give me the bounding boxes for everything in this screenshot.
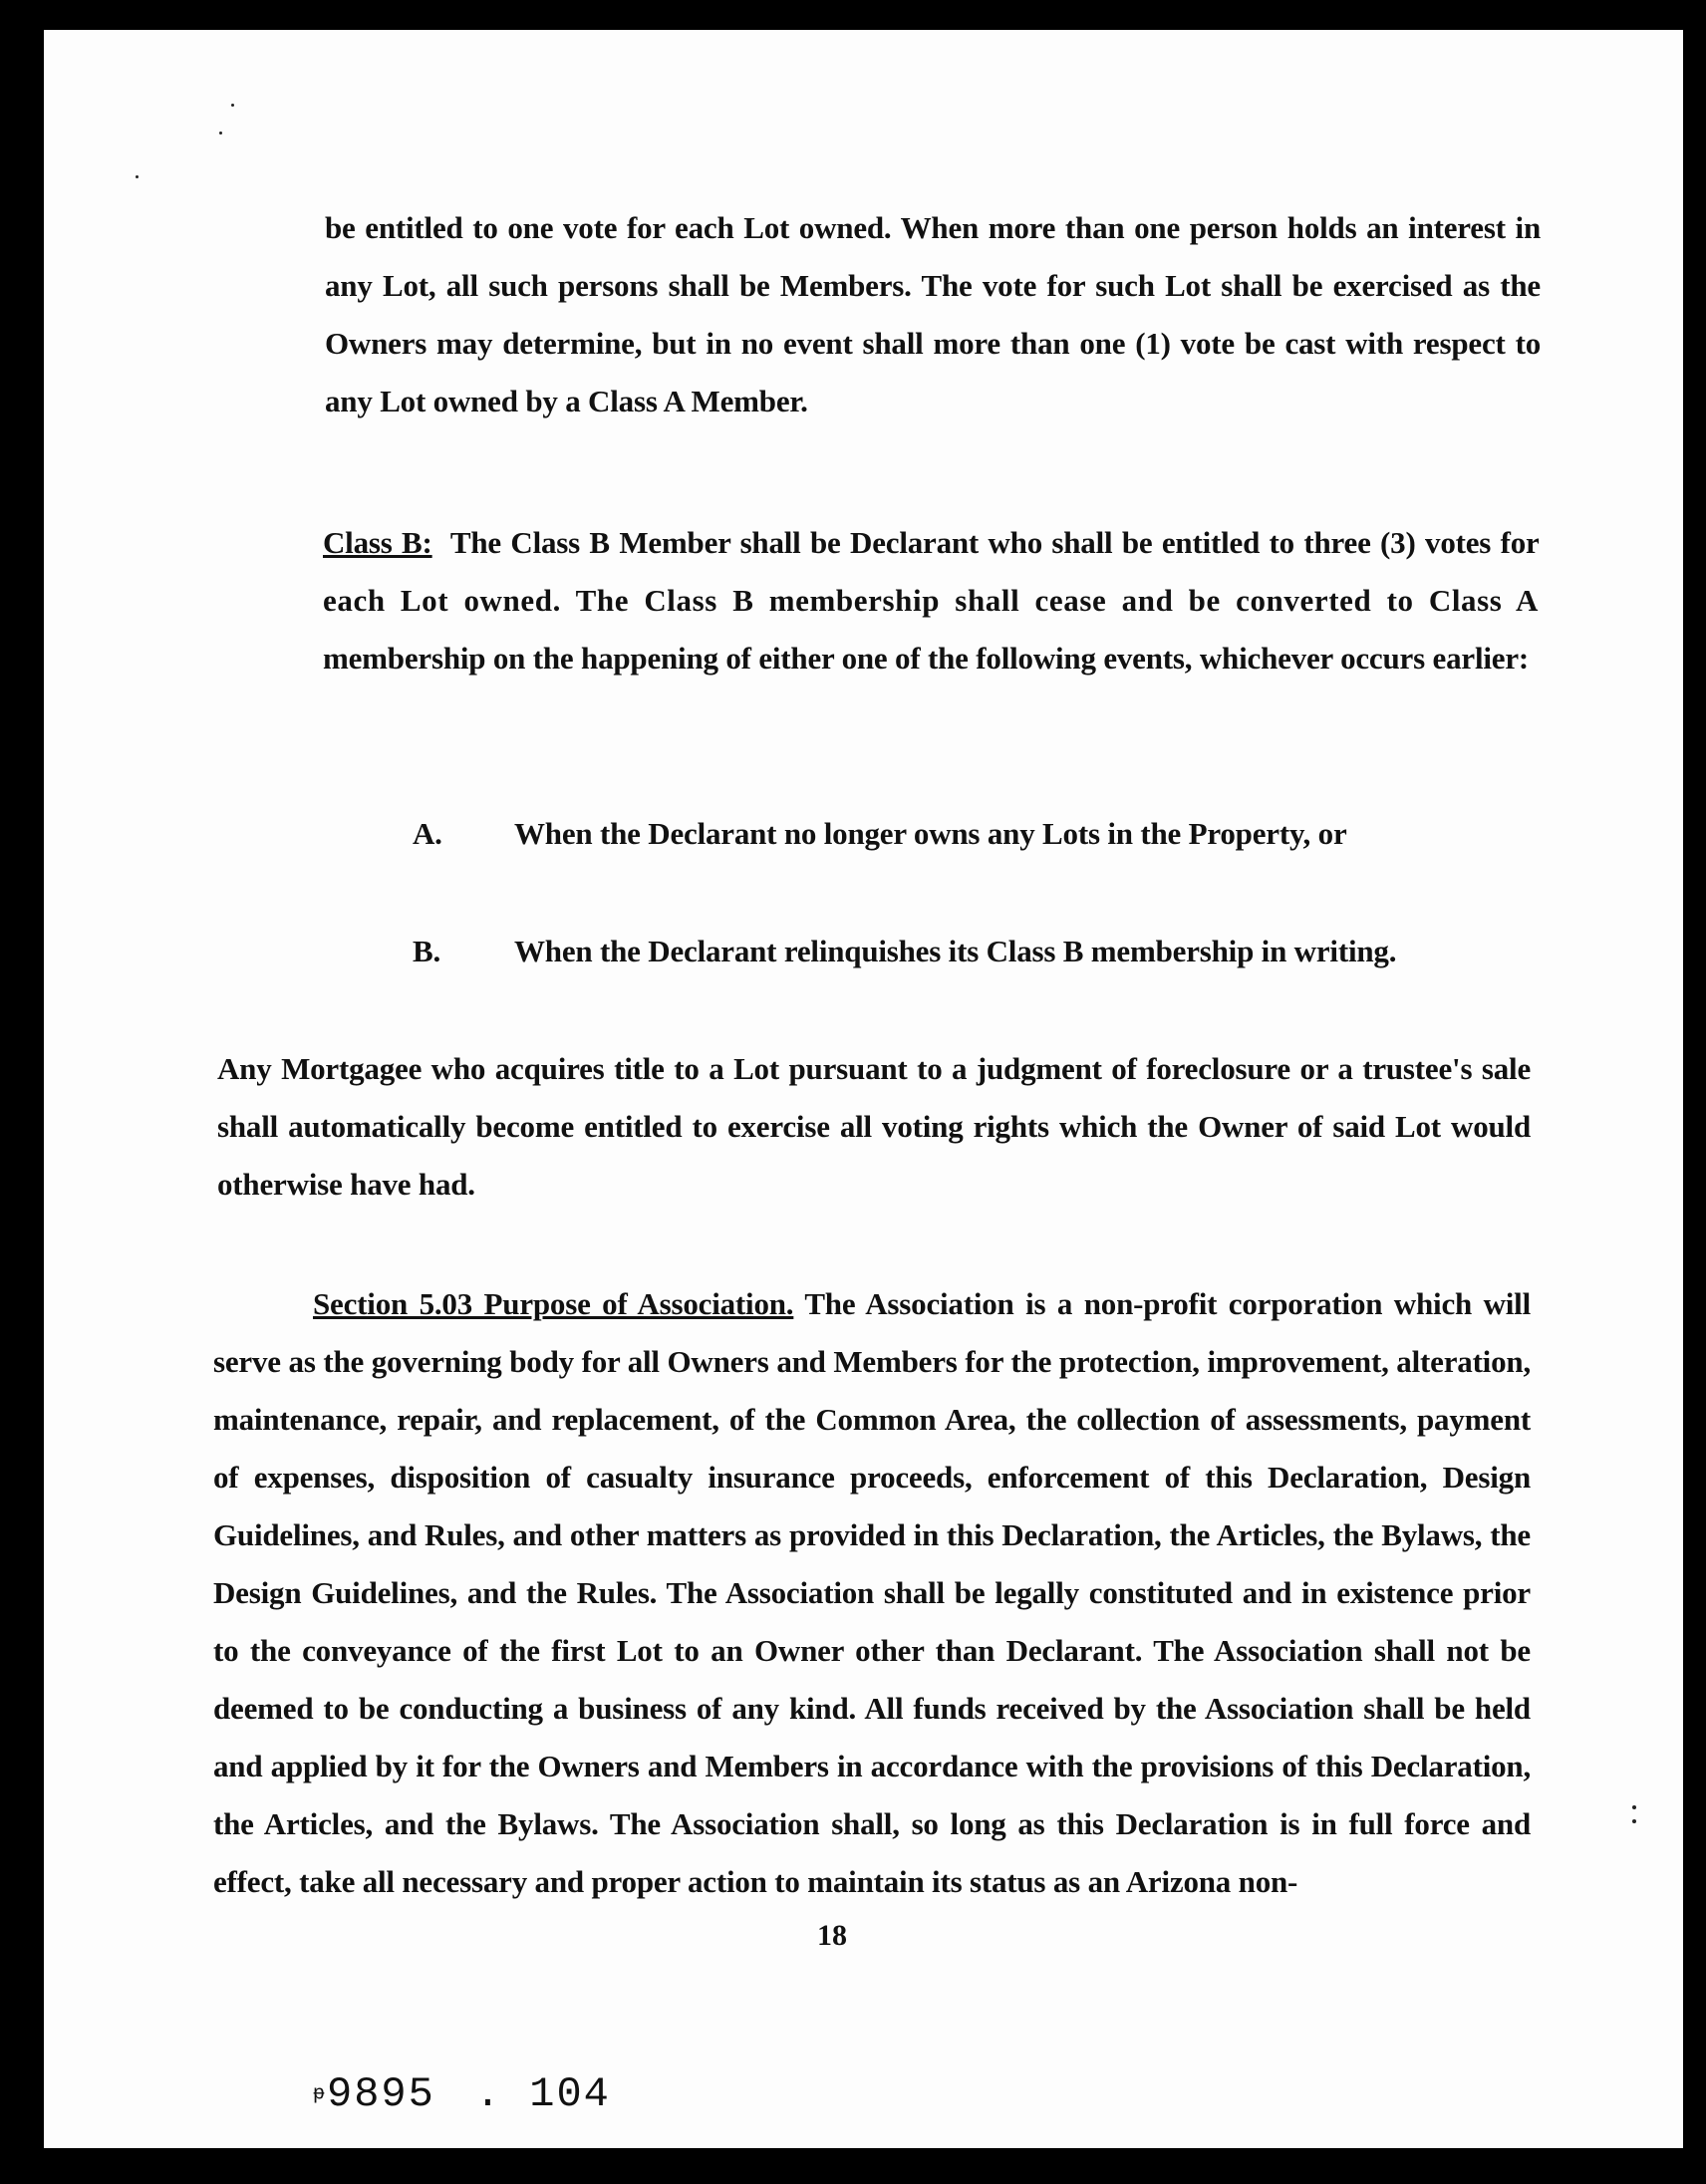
list-item-b bbox=[413, 923, 1409, 980]
list-marker: A. bbox=[413, 816, 442, 851]
text-line: prior to the conveyance of the first Lot to an Owner other than Declarant. The Association shall not bbox=[213, 1575, 1531, 1668]
paragraph-class-b bbox=[323, 514, 1539, 687]
scan-speck bbox=[1632, 1805, 1636, 1809]
text-line: Declaration, the Articles, and the Bylaws. The Association shall, so long as this Declaration is in bbox=[213, 1749, 1531, 1841]
section-heading: Section 5.03 Purpose of Association. bbox=[313, 1286, 794, 1321]
stamp-prefix: ᵽ bbox=[313, 2082, 328, 2106]
text-line: of expenses, disposition of casualty insurance proceeds, enforcement of this Declaration, Design bbox=[213, 1460, 1531, 1495]
class-b-heading: Class B: bbox=[323, 525, 432, 560]
scan-speck bbox=[231, 104, 234, 107]
text-line: full force and effect, take all necessary and proper action to maintain its status as an Arizona non- bbox=[213, 1806, 1531, 1899]
text-line: Owners may determine, but in no event shall more than one (1) vote be cast with respect to bbox=[325, 326, 1541, 361]
text-line: any Lot owned by a Class A Member. bbox=[325, 384, 808, 418]
text-line: each Lot owned. The Class B membership shall cease and be converted to Class A bbox=[323, 583, 1539, 618]
text-line: The Association is a non-profit corporation which will bbox=[804, 1286, 1532, 1321]
text-line: maintenance, repair, and replacement, of the Common Area, the collection of assessments, payment bbox=[213, 1402, 1531, 1437]
document-stamp bbox=[313, 2070, 611, 2118]
text-line: the Design Guidelines, and the Rules. The Association shall be legally constituted and in existence bbox=[213, 1517, 1531, 1610]
text-line: any Lot, all such persons shall be Members. The vote for such Lot shall be exercised as the bbox=[325, 268, 1541, 303]
list-item-text: When the Declarant no longer owns any Lots in the Property, or bbox=[514, 816, 1347, 851]
text-line: Any Mortgagee who acquires title to a Lot pursuant to a judgment of foreclosure or a trustee's sale bbox=[217, 1051, 1531, 1086]
page-number: 18 bbox=[817, 1919, 847, 1952]
text-line: be deemed to be conducting a business of any kind. All funds received by the Association shall be bbox=[213, 1633, 1531, 1726]
list-item-a bbox=[413, 805, 1409, 863]
scan-speck bbox=[219, 132, 222, 135]
text-line: be entitled to one vote for each Lot owned. When more than one person holds an interest in bbox=[325, 210, 1541, 245]
paragraph-class-a-continuation bbox=[325, 199, 1541, 430]
paragraph-mortgagee bbox=[217, 1040, 1531, 1214]
list-item-text: When the Declarant relinquishes its Class B membership in writing. bbox=[514, 934, 1397, 968]
text-line: held and applied by it for the Owners and Members in accordance with the provisions of this bbox=[213, 1691, 1531, 1783]
text-line: The Class B Member shall be Declarant who shall be entitled to three (3) votes for bbox=[449, 525, 1539, 560]
text-line: earlier: bbox=[1432, 641, 1530, 676]
text-line: Guidelines, and Rules, and other matters as provided in this Declaration, the Articles, the Bylaws, bbox=[213, 1517, 1483, 1552]
text-line: otherwise have had. bbox=[217, 1167, 475, 1202]
text-line: serve as the governing body for all Owners and Members for the protection, improvement, alteration, bbox=[213, 1344, 1531, 1379]
text-line: shall automatically become entitled to exercise all voting rights which the Owner of said Lot would bbox=[217, 1109, 1531, 1144]
list-marker: B. bbox=[413, 934, 441, 968]
stamp-page: . 104 bbox=[474, 2070, 611, 2118]
scan-speck bbox=[136, 175, 139, 178]
document-page bbox=[44, 30, 1683, 2148]
section-5-03 bbox=[213, 1275, 1531, 1911]
stamp-number: 9895 bbox=[327, 2070, 435, 2118]
text-line: membership on the happening of either one of the following events, whichever occurs bbox=[323, 641, 1425, 676]
scan-speck bbox=[1632, 1819, 1636, 1823]
